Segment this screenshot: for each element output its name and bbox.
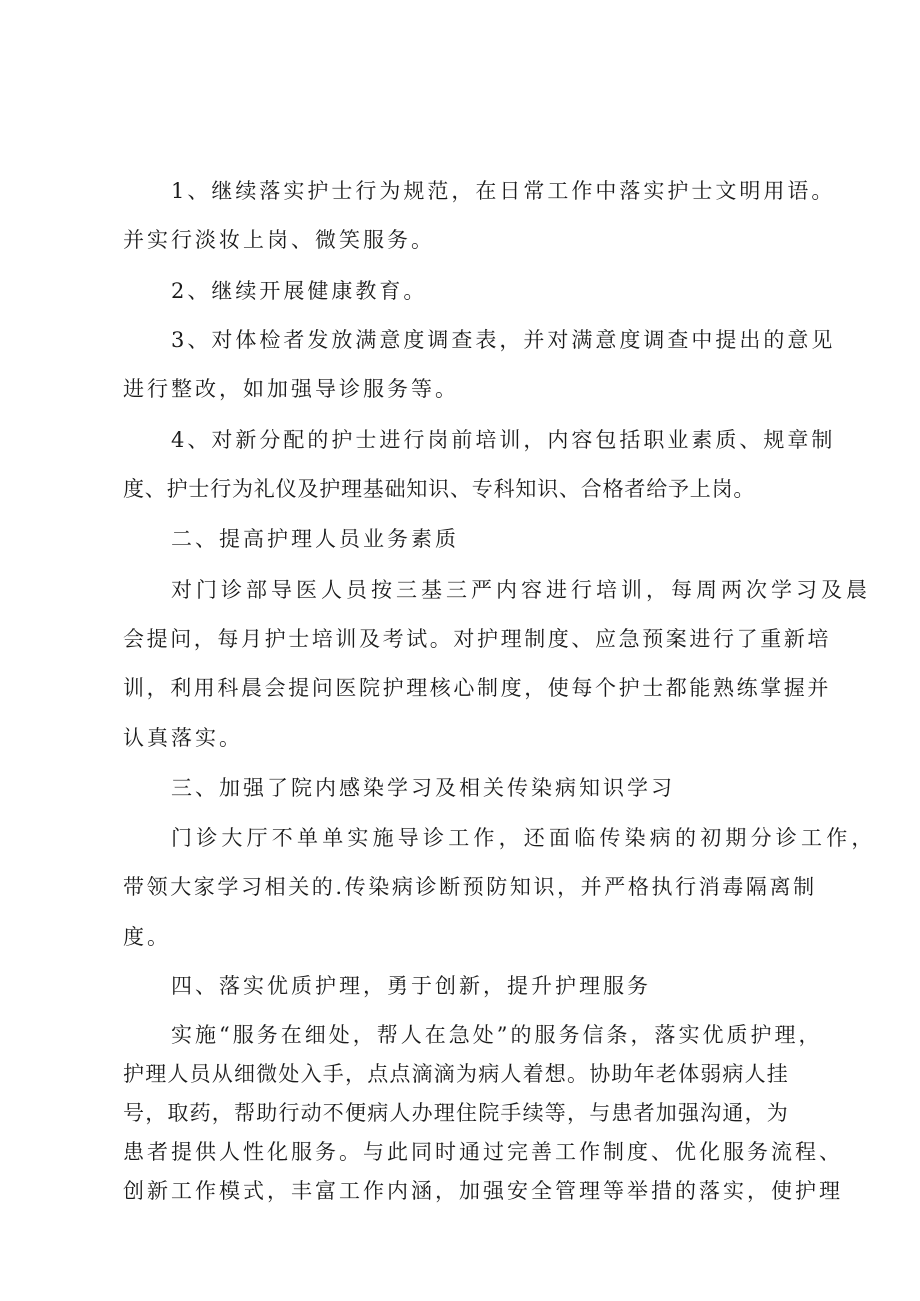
paragraph-5-line-3: 训，利用科晨会提问医院护理核心制度，使每个护士都能熟练掌握并: [123, 676, 831, 700]
paragraph-5-line-4: 认真落实。: [123, 726, 243, 750]
paragraph-7-line-3: 号，取药，帮助行动不便病人办理住院手续等，与患者加强沟通，为: [123, 1101, 789, 1125]
paragraph-2-line-1: 2、继续开展健康教育。: [171, 279, 428, 303]
paragraph-5-line-1: 对门诊部导医人员按三基三严内容进行培训，每周两次学习及晨: [171, 578, 871, 602]
paragraph-7-line-4: 患者提供人性化服务。与此同时通过完善工作制度、优化服务流程、: [123, 1140, 843, 1164]
section-heading-2: 二、提高护理人员业务素质: [171, 527, 459, 551]
paragraph-5-line-2: 会提问，每月护士培训及考试。对护理制度、应急预案进行了重新培: [123, 627, 831, 651]
paragraph-3-line-1: 3、对体检者发放满意度调查表，并对满意度调查中提出的意见: [171, 328, 836, 352]
section-heading-3: 三、加强了院内感染学习及相关传染病知识学习: [171, 776, 675, 800]
paragraph-6-line-1: 门诊大厅不单单实施导诊工作，还面临传染病的初期分诊工作，: [171, 826, 877, 850]
paragraph-6-line-3: 度。: [123, 925, 171, 949]
paragraph-3-line-2: 进行整改，如加强导诊服务等。: [123, 377, 459, 401]
paragraph-7-line-2: 护理人员从细微处入手，点点滴滴为病人着想。协助年老体弱病人挂: [123, 1062, 789, 1086]
paragraph-1-line-1: 1、继续落实护士行为规范，在日常工作中落实护士文明用语。: [171, 179, 836, 203]
paragraph-4-line-2: 度、护士行为礼仪及护理基础知识、专科知识、合格者给予上岗。: [123, 477, 756, 501]
section-heading-4: 四、落实优质护理，勇于创新，提升护理服务: [171, 974, 651, 998]
paragraph-7-line-1: 实施“服务在细处，帮人在急处”的服务信条，落实优质护理，: [171, 1023, 823, 1047]
paragraph-7-line-5: 创新工作模式，丰富工作内涵，加强安全管理等举措的落实，使护理: [123, 1179, 843, 1203]
paragraph-6-line-2: 带领大家学习相关的.传染病诊断预防知识，并严格执行消毒隔离制: [123, 875, 817, 899]
paragraph-1-line-2: 并实行淡妆上岗、微笑服务。: [123, 228, 435, 252]
paragraph-4-line-1: 4、对新分配的护士进行岗前培训，内容包括职业素质、规章制: [171, 428, 836, 452]
